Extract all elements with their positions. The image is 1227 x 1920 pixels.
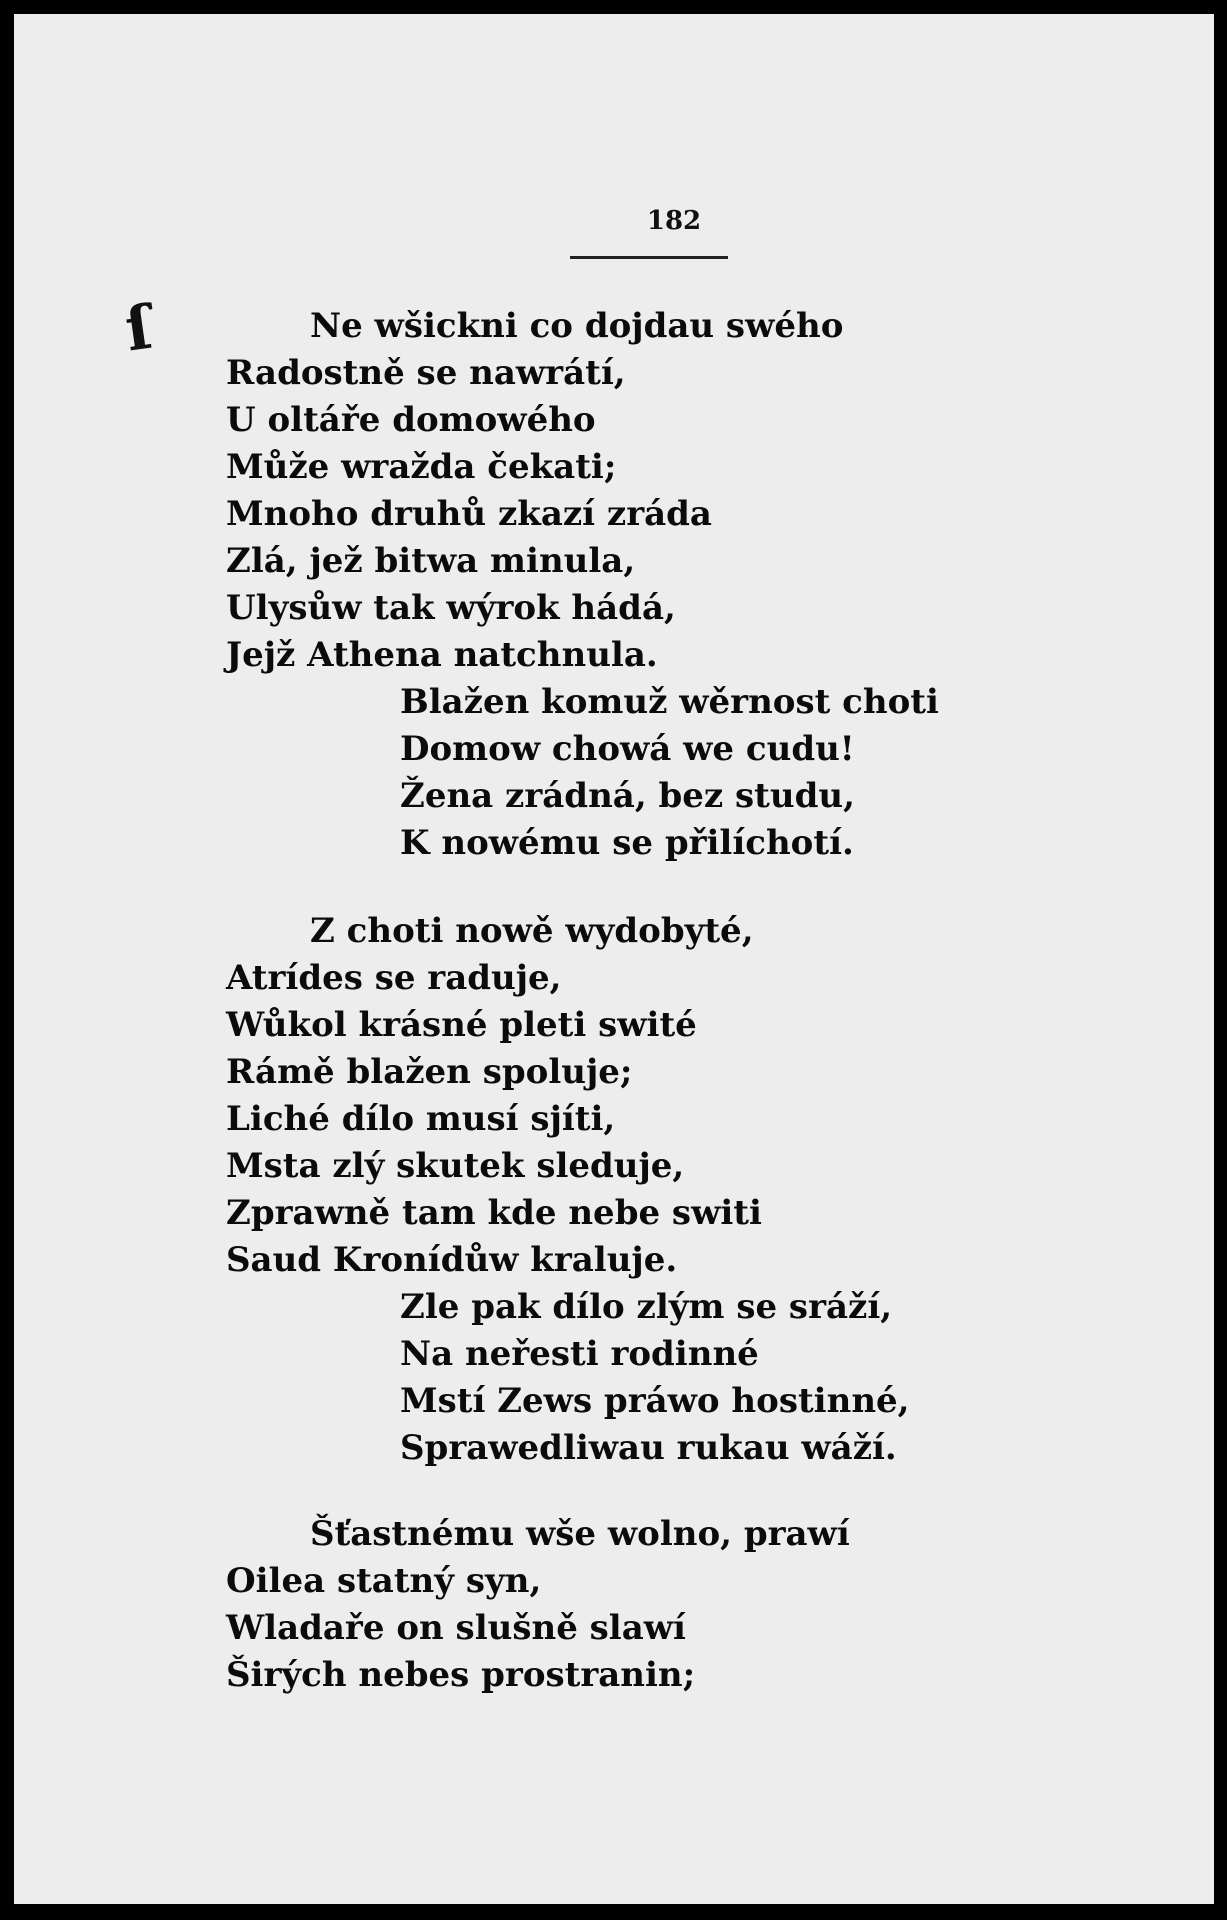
poem-line: Wůkol krásné pleti swité [226, 1005, 697, 1045]
poem-line: Rámě blažen spoluje; [226, 1052, 633, 1092]
poem-line: Může wražda čekati; [226, 447, 617, 487]
poem-line: Saud Kronídůw kraluje. [226, 1240, 678, 1280]
poem-line: Blažen komuž wěrnost choti [400, 682, 939, 722]
poem-line: Domow chowá we cudu! [400, 729, 855, 769]
poem-line: Mnoho druhů zkazí zráda [226, 494, 712, 534]
poem-line: Oilea statný syn, [226, 1561, 542, 1601]
poem-line: Ulysůw tak wýrok hádá, [226, 588, 676, 628]
header-rule [570, 256, 728, 259]
poem-line: Sprawedliwau rukau wáží. [400, 1428, 897, 1468]
poem-line: Msta zlý skutek sleduje, [226, 1146, 685, 1186]
page-number: 182 [646, 206, 702, 236]
poem-line: Ne wšickni co dojdau swého [310, 306, 844, 346]
poem-line: U oltáře domowého [226, 400, 596, 440]
poem-line: Šťastnému wše wolno, prawí [310, 1514, 850, 1554]
poem-line: Jejž Athena natchnula. [226, 635, 658, 675]
poem-line: Radostně se nawrátí, [226, 353, 626, 393]
poem-line: Zlá, jež bitwa minula, [226, 541, 636, 581]
poem-line: Z choti nowě wydobyté, [310, 911, 754, 951]
poem-line: Na neřesti rodinné [400, 1334, 759, 1374]
poem-line: Atrídes se raduje, [226, 958, 562, 998]
poem-line: Zle pak dílo zlým se sráží, [400, 1287, 893, 1327]
poem-line: Liché dílo musí sjíti, [226, 1099, 616, 1139]
poem-line: Mstí Zews práwo hostinné, [400, 1381, 910, 1421]
poem-line: Širých nebes prostranin; [226, 1655, 696, 1695]
book-page [14, 14, 1214, 1904]
poem-line: Wladaře on slušně slawí [226, 1608, 686, 1648]
margin-mark: ſ [121, 292, 157, 366]
poem-line: Žena zrádná, bez studu, [400, 776, 855, 816]
poem-line: Zprawně tam kde nebe switi [226, 1193, 762, 1233]
poem-line: K nowému se přilíchotí. [400, 823, 854, 863]
